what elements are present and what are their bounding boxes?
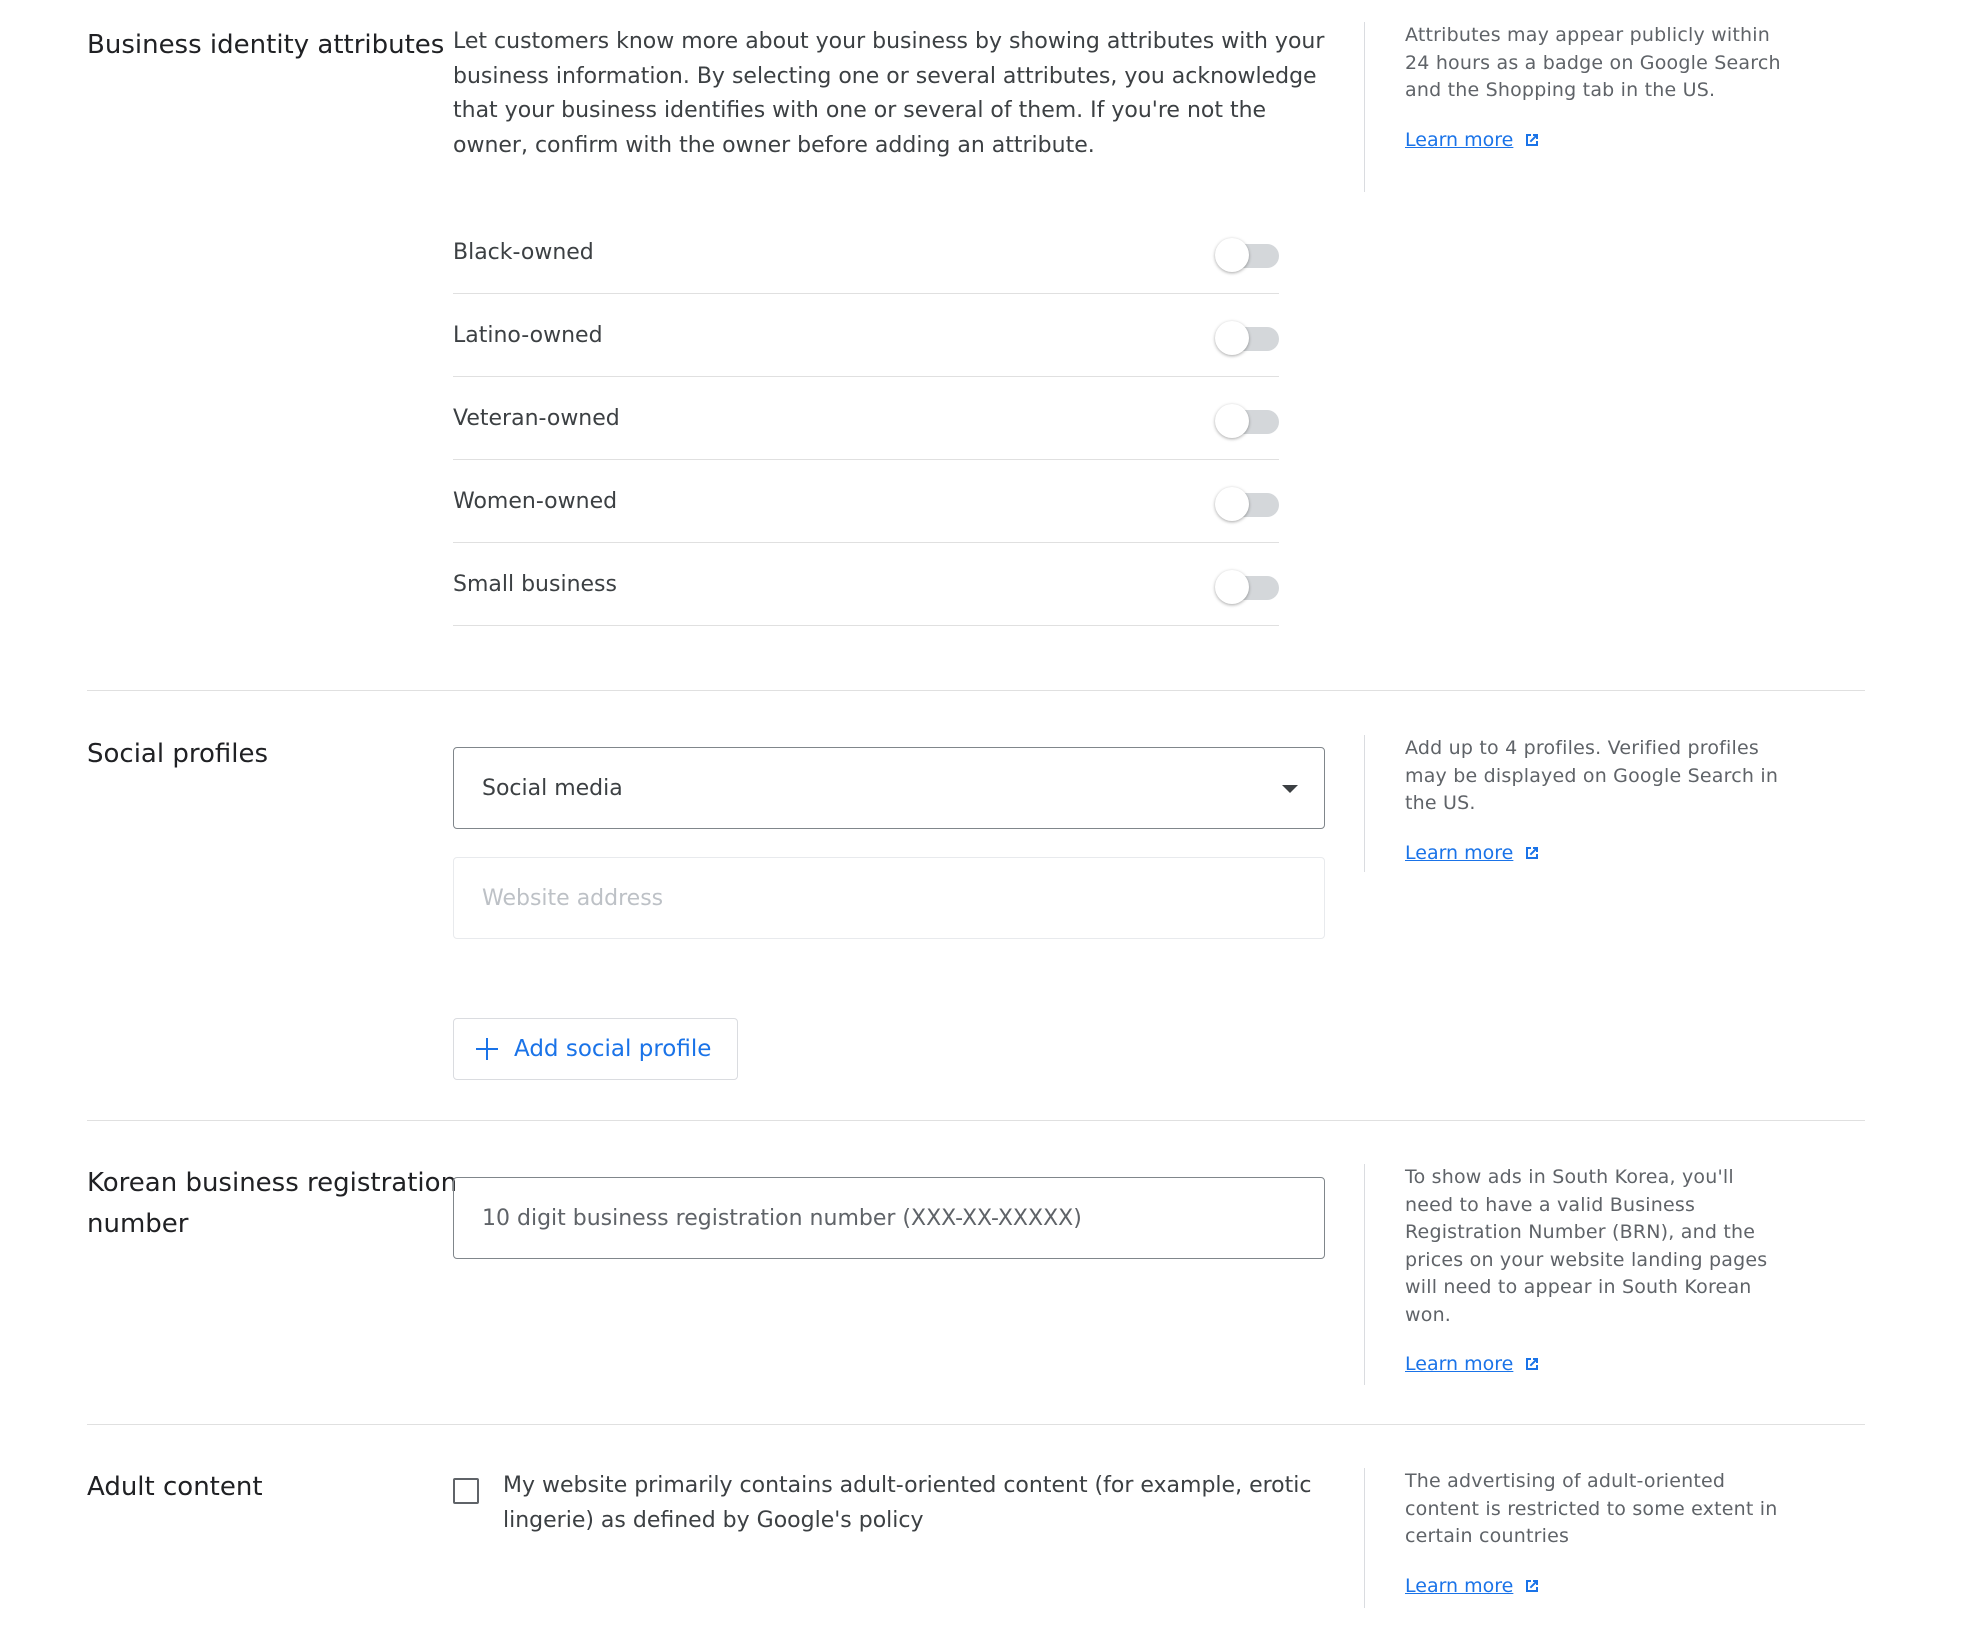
add-social-profile-button[interactable] (453, 1018, 738, 1080)
learn-more-label: Learn more (1405, 1574, 1514, 1597)
adult-content-checkbox-label: My website primarily contains adult-oriented content (for example, erotic lingerie) as defined by Google's policy (503, 1473, 1312, 1533)
latino-owned-toggle[interactable] (1215, 317, 1279, 353)
toggle-row-veteran-owned (453, 377, 1279, 460)
business-identity-aside (1364, 22, 1784, 192)
open-in-new-icon (1523, 131, 1541, 149)
aside-text: To show ads in South Korea, you'll need to have a valid Business Registration Number (BRN), and the prices on your website landing pages will need to appear in South Korean won. (1405, 1166, 1768, 1326)
adult-content-aside (1364, 1468, 1784, 1608)
business-identity-description: Let customers know more about your business by showing attributes with your business information. By selecting one or several attributes, you acknowledge that your business identifies with one or several of them. If you're not the owner, confirm with the owner before adding an attribute. (453, 29, 1325, 158)
aside-text: The advertising of adult-oriented content is restricted to some extent in certain countries (1405, 1470, 1778, 1547)
website-address-field[interactable] (453, 857, 1325, 939)
adult-content-title: Adult content (87, 1472, 263, 1502)
korean-brn-input[interactable] (482, 1206, 1324, 1231)
social-profiles-title: Social profiles (87, 739, 269, 769)
toggle-row-small-business (453, 543, 1279, 626)
select-value: Social media (482, 775, 623, 801)
section-divider (87, 1120, 1865, 1121)
learn-more-link[interactable] (1405, 1353, 1541, 1375)
korean-brn-title: Korean business registration number (87, 1168, 458, 1239)
aside-text: Attributes may appear publicly within 24 hours as a badge on Google Search and the Shopping tab in the US. (1405, 24, 1781, 101)
aside-text: Add up to 4 profiles. Verified profiles may be displayed on Google Search in the US. (1405, 737, 1779, 814)
toggle-row-black-owned (453, 211, 1279, 294)
open-in-new-icon (1523, 844, 1541, 862)
plus-icon (476, 1038, 498, 1060)
business-identity-title: Business identity attributes (87, 30, 445, 60)
toggle-label: Women-owned (453, 488, 618, 514)
social-profiles-aside (1364, 735, 1784, 872)
small-business-toggle[interactable] (1215, 566, 1279, 602)
korean-brn-field[interactable] (453, 1177, 1325, 1259)
black-owned-toggle[interactable] (1215, 234, 1279, 270)
section-divider (87, 690, 1865, 691)
adult-content-checkbox-row (453, 1474, 1333, 1538)
veteran-owned-toggle[interactable] (1215, 400, 1279, 436)
learn-more-link[interactable] (1405, 129, 1541, 151)
add-social-profile-label: Add social profile (514, 1036, 712, 1062)
toggle-label: Small business (453, 571, 617, 597)
attribute-toggle-list (453, 211, 1279, 626)
section-divider (87, 1424, 1865, 1425)
toggle-label: Black-owned (453, 239, 594, 265)
women-owned-toggle[interactable] (1215, 483, 1279, 519)
adult-content-checkbox[interactable] (453, 1478, 479, 1504)
dropdown-arrow-icon (1282, 785, 1298, 793)
learn-more-link[interactable] (1405, 1575, 1541, 1597)
open-in-new-icon (1523, 1355, 1541, 1373)
learn-more-label: Learn more (1405, 128, 1514, 151)
toggle-label: Veteran-owned (453, 405, 620, 431)
korean-brn-aside (1364, 1164, 1784, 1385)
open-in-new-icon (1523, 1577, 1541, 1595)
toggle-row-women-owned (453, 460, 1279, 543)
learn-more-label: Learn more (1405, 1353, 1514, 1375)
toggle-label: Latino-owned (453, 322, 603, 348)
toggle-row-latino-owned (453, 294, 1279, 377)
website-address-input[interactable] (482, 886, 1324, 911)
learn-more-label: Learn more (1405, 841, 1514, 864)
learn-more-link[interactable] (1405, 842, 1541, 864)
social-media-select[interactable] (453, 747, 1325, 829)
